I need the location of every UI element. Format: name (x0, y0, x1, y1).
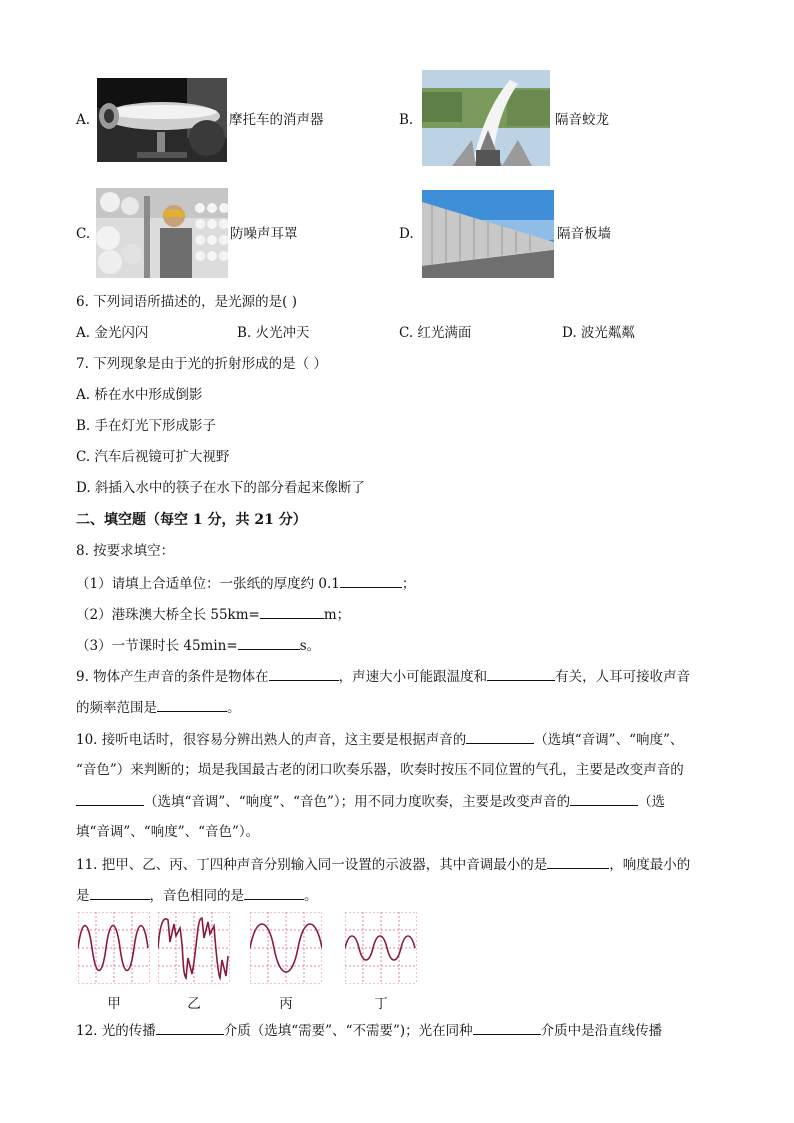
sound-wall-photo (422, 190, 554, 278)
answer-blank[interactable] (260, 604, 324, 619)
answer-blank[interactable] (340, 573, 402, 588)
q10-text-d: （选填“音调”、“响度”、“音色”）；用不同力度吹奏，主要是改变声音的 (144, 794, 571, 810)
option-a-letter: A. (76, 112, 91, 128)
q9-text-e: 。 (227, 700, 241, 716)
worker-earmuffs-photo (96, 188, 228, 278)
answer-blank[interactable] (547, 854, 609, 869)
option-c-caption: 防噪声耳罩 (230, 226, 298, 242)
q9-line-1 (76, 666, 690, 687)
q10-text-a: 10. 接听电话时，很容易分辨出熟人的声音，这主要是根据声音的 (76, 732, 467, 748)
q8-line-1-text: （1）请填上合适单位：一张纸的厚度约 0.1 (76, 576, 340, 592)
q7-option-b: B. 手在灯光下形成影子 (76, 418, 217, 434)
q10-line-4 (76, 822, 259, 842)
answer-blank[interactable] (244, 885, 304, 900)
q12-line-1 (76, 1020, 662, 1041)
q10-line-3 (76, 791, 665, 812)
option-a-caption: 摩托车的消声器 (229, 112, 324, 128)
q6-stem: 6. 下列词语所描述的，是光源的是( ) (76, 294, 297, 310)
answer-blank[interactable] (157, 697, 227, 712)
answer-blank[interactable] (473, 1020, 541, 1035)
q9-text-a: 9. 物体产生声音的条件是物体在 (76, 669, 269, 685)
waveform-label-ding: 丁 (374, 996, 388, 1012)
motorcycle-muffler-photo (97, 78, 227, 162)
q10-text-b: （选填“音调”、“响度”、 (534, 732, 684, 748)
q9-text-b: ，声速大小可能跟温度和 (338, 669, 488, 685)
waveform-yi (158, 912, 230, 984)
q6-option-a: A. 金光闪闪 (76, 325, 149, 341)
answer-blank[interactable] (269, 666, 339, 681)
answer-blank[interactable] (466, 729, 534, 744)
q8-line-1-end: ； (401, 576, 416, 592)
option-b-letter: B. (399, 112, 414, 128)
q8-line-2-text: （2）港珠澳大桥全长 55km= (76, 607, 260, 623)
option-d-caption: 隔音板墙 (557, 226, 611, 242)
waveform-ding (345, 912, 417, 984)
option-d-letter: D. (399, 226, 414, 242)
q8-line-2-end: m； (323, 607, 351, 623)
answer-blank[interactable] (76, 791, 144, 806)
q7-stem: 7. 下列现象是由于光的折射形成的是（ ） (76, 356, 327, 372)
answer-blank[interactable] (487, 666, 555, 681)
q7-option-c: C. 汽车后视镜可扩大视野 (76, 449, 230, 465)
q6-option-d: D. 波光粼粼 (562, 325, 635, 341)
q10-line-1 (76, 729, 683, 750)
waveform-jia (78, 912, 150, 984)
q8-line-3-end: s。 (299, 638, 321, 654)
waveform-label-jia: 甲 (107, 996, 121, 1012)
q11-line-1 (76, 854, 690, 875)
q12-text-b: 介质（选填“需要”、“不需要”)；光在同种 (223, 1023, 473, 1039)
option-c-letter: C. (76, 226, 91, 242)
q9-text-d: 的频率范围是 (76, 700, 157, 716)
q7-option-a: A. 桥在水中形成倒影 (76, 387, 203, 403)
q10-line-2 (76, 760, 684, 780)
waveform-label-bing: 丙 (279, 996, 293, 1012)
q6-option-b: B. 火光冲天 (237, 325, 310, 341)
q6-option-c: C. 红光满面 (399, 325, 472, 341)
q8-line-1 (76, 573, 415, 594)
q9-text-c: 有关，人耳可接收声音 (555, 669, 691, 685)
q8-stem: 8. 按要求填空： (76, 543, 175, 559)
q10-text-f: 填“音调”、“响度”、“音色”）。 (76, 824, 260, 840)
sound-barrier-tunnel-photo (422, 70, 550, 166)
q9-line-2 (76, 697, 241, 718)
q11-text-a: 11. 把甲、乙、丙、丁四种声音分别输入同一设置的示波器，其中音调最小的是 (76, 857, 548, 873)
waveform-bing (250, 912, 322, 984)
section-title: 二、填空题（每空 1 分，共 21 分） (76, 512, 307, 528)
q8-line-3-text: （3）一节课时长 45min= (76, 638, 238, 654)
q11-text-c: 是 (76, 888, 90, 904)
q7-option-d: D. 斜插入水中的筷子在水下的部分看起来像断了 (76, 480, 365, 496)
q10-text-c: “音色”）来判断的；埙是我国最古老的闭口吹奏乐器，吹奏时按压不同位置的气孔，主要是改变声音的 (76, 762, 684, 778)
answer-blank[interactable] (570, 791, 638, 806)
q12-text-c: 介质中是沿直线传播 (540, 1023, 663, 1039)
answer-blank[interactable] (238, 635, 300, 650)
q8-line-3 (76, 635, 320, 656)
q12-text-a: 12. 光的传播 (76, 1023, 156, 1039)
q11-line-2 (76, 885, 318, 906)
option-b-caption: 隔音蛟龙 (555, 112, 609, 128)
answer-blank[interactable] (90, 885, 150, 900)
q11-text-b: ，响度最小的 (609, 857, 691, 873)
q10-text-e: （选 (638, 794, 666, 810)
answer-blank[interactable] (156, 1020, 224, 1035)
q11-text-d: ，音色相同的是 (149, 888, 244, 904)
waveform-label-yi: 乙 (187, 996, 201, 1012)
q11-text-e: 。 (304, 888, 318, 904)
q8-line-2 (76, 604, 350, 625)
